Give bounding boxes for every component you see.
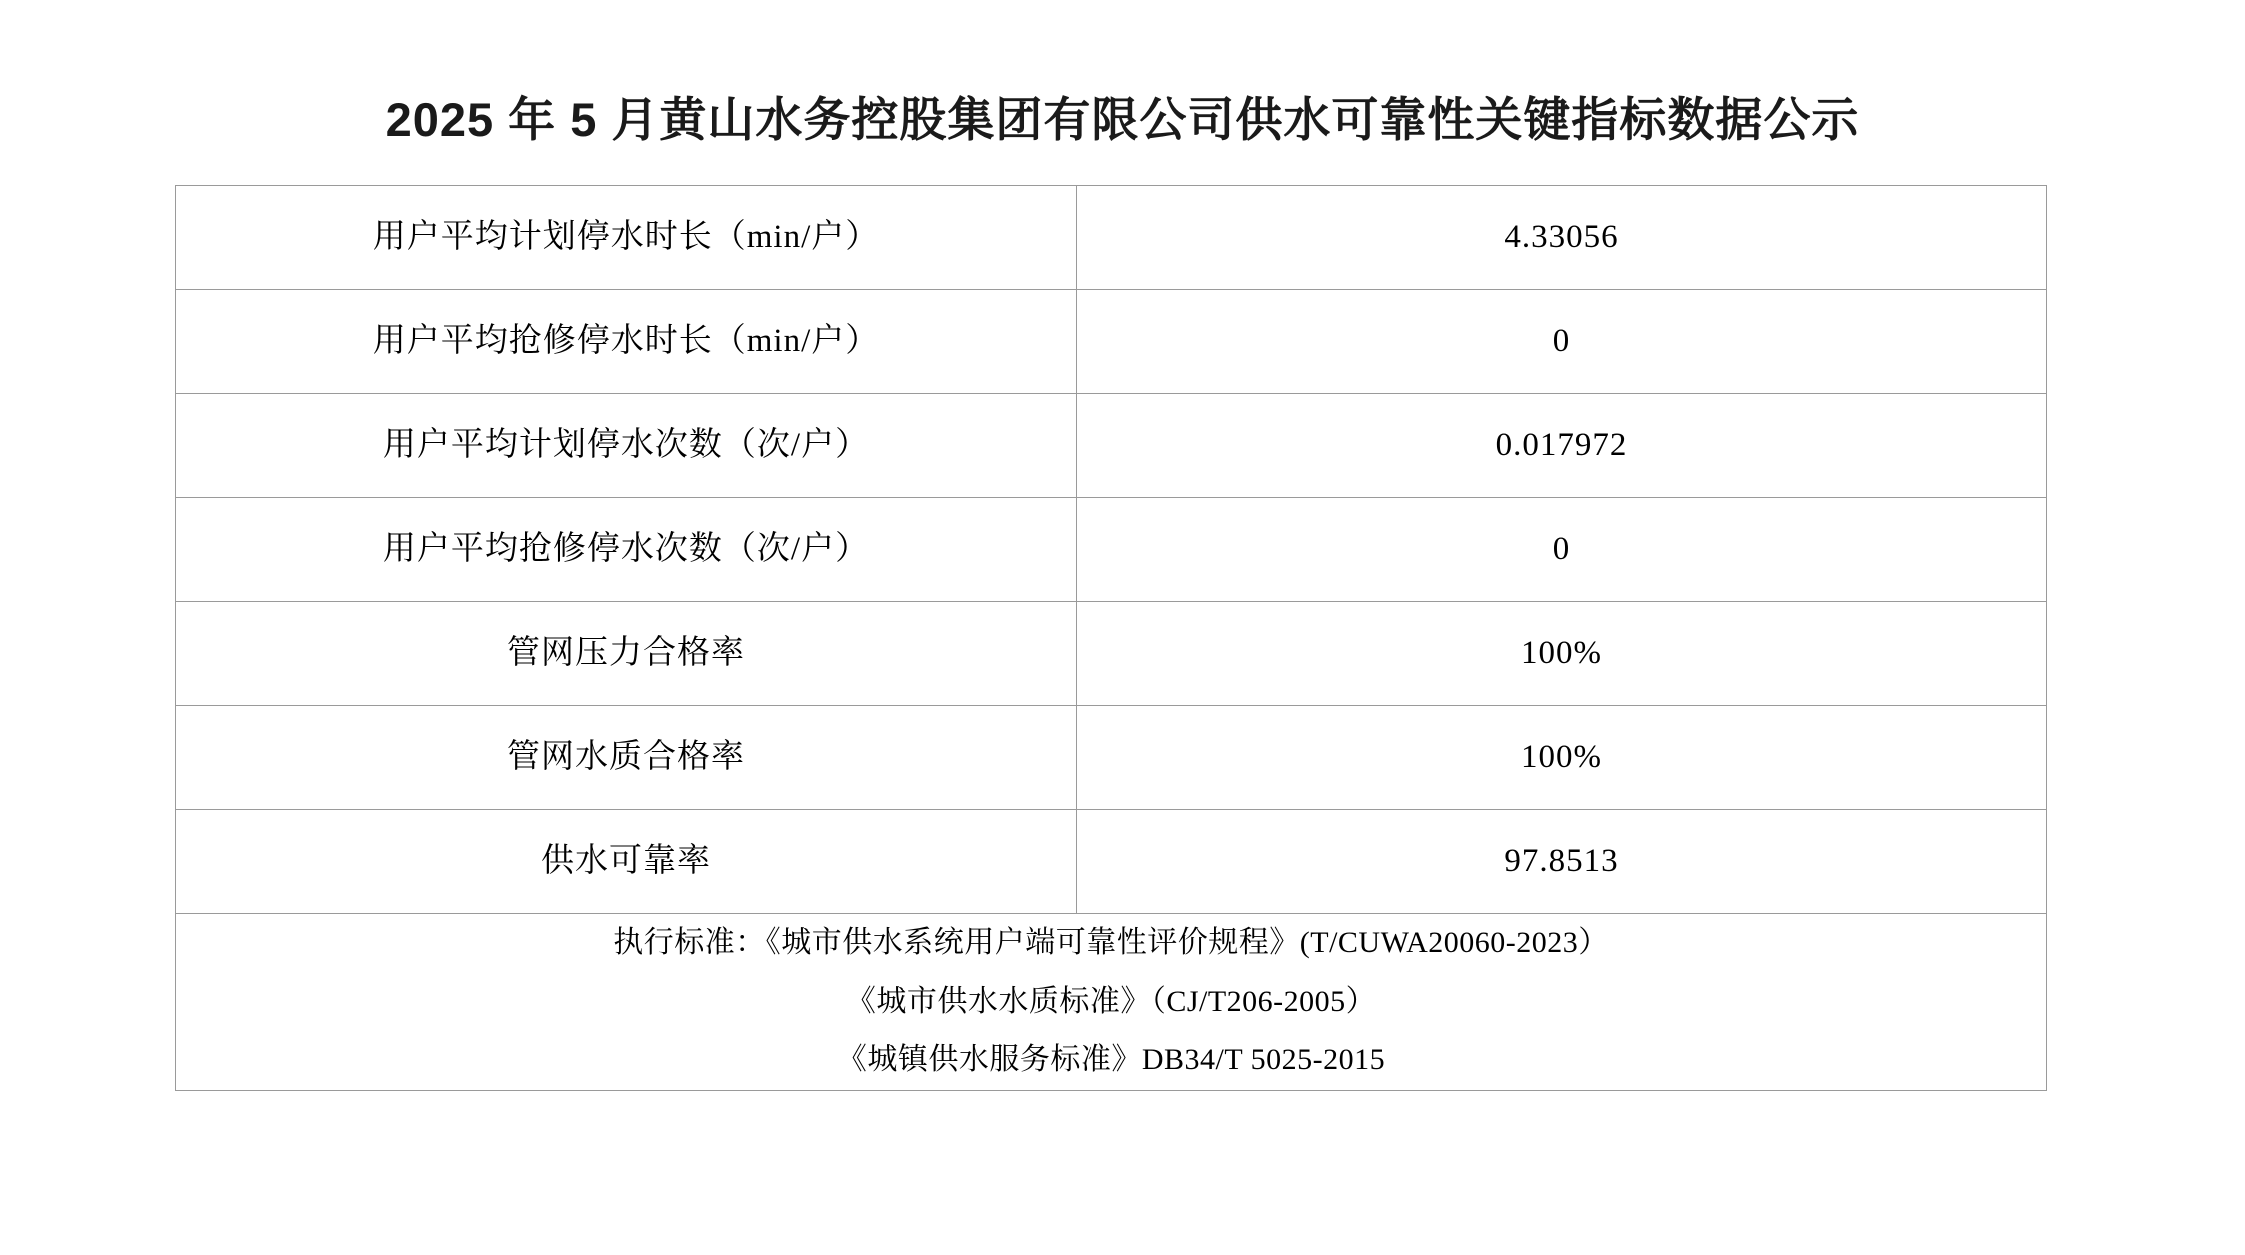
- page-title: 2025 年 5 月黄山水务控股集团有限公司供水可靠性关键指标数据公示: [385, 93, 1860, 146]
- indicator-label: 管网水质合格率: [176, 706, 1077, 810]
- indicator-value: 0: [1077, 498, 2047, 602]
- indicator-value: 4.33056: [1077, 186, 2047, 290]
- table-row: [176, 602, 2047, 706]
- indicator-value: 97.8513: [1077, 810, 2047, 914]
- table-row: [176, 498, 2047, 602]
- indicator-value: 100%: [1077, 706, 2047, 810]
- indicator-label: 供水可靠率: [176, 810, 1077, 914]
- indicators-table-container: [175, 185, 2045, 1091]
- standard-line: 执行标准：《城市供水系统用户端可靠性评价规程》(T/CUWA20060-2023）: [613, 926, 1609, 959]
- indicator-label: 用户平均抢修停水次数（次/户）: [176, 498, 1077, 602]
- indicator-value: 100%: [1077, 602, 2047, 706]
- indicator-label: 用户平均计划停水时长（min/户）: [176, 186, 1077, 290]
- indicator-label: 用户平均计划停水次数（次/户）: [176, 394, 1077, 498]
- table-row-standards: [176, 914, 2047, 1091]
- indicator-value: 0.017972: [1077, 394, 2047, 498]
- indicator-value: 0: [1077, 290, 2047, 394]
- standards-cell: [176, 914, 2047, 1091]
- indicator-label: 用户平均抢修停水时长（min/户）: [176, 290, 1077, 394]
- standard-line: 《城镇供水服务标准》DB34/T 5025-2015: [836, 1043, 1386, 1076]
- indicators-table: [175, 185, 2047, 1091]
- table-row: [176, 394, 2047, 498]
- standard-line: 《城市供水水质标准》（CJ/T206-2005）: [845, 984, 1377, 1018]
- table-row: [176, 186, 2047, 290]
- indicator-label: 管网压力合格率: [176, 602, 1077, 706]
- table-row: [176, 290, 2047, 394]
- table-row: [176, 706, 2047, 810]
- indicators-table-body: [176, 186, 2047, 1091]
- table-row: [176, 810, 2047, 914]
